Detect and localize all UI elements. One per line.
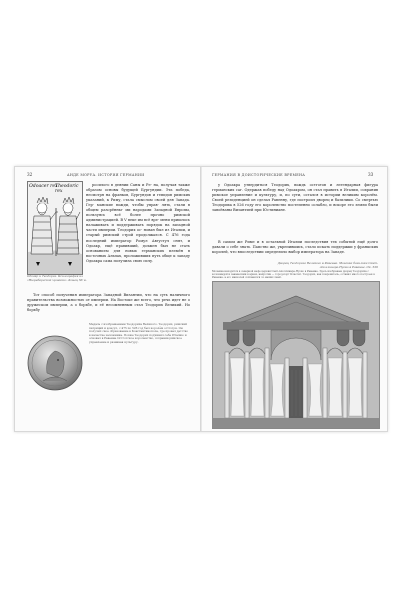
mosaic-caption-body: Мозаика находится в северной нефе церкви Сант-Аполлинаре-Нуово в Равенне. Здесь изображён дворец Теодориха с колоннадой и занавесями в арках, напротив — город-порт Классис. Теодорих, как покровитель, оставил много построек в Равенне, а его мавзолей сохранился до наших дней. xyxy=(212,270,375,278)
left-full-paragraph: Тот способ получения императора Западной Византии, что на суть наличного правительства возможностью от империи. На Востоке же всего, что речь идет не о дружеском империи, а о борьбе, и её несомненным стал Теодорих Великий. Но борьбу xyxy=(27,293,190,313)
right-column-text-2 xyxy=(212,240,378,262)
left-column-paragraph: росилого в деянии Саны и Ре- на, получая также образом основы будущей Бургундии. Эта победа, несмотря на франков, Бургундов и гепидов римских указаний, к Риму, стала смыслом своей для Запада. Гер- манские вожди, чтобы управ- лять, стали в общем разорённы- ми народами Западной Европы, пользуясь всё более прочно римской администрацией. В V веке им всё вре- мени пришлось налаживать и поддерживать порядок на западной части империи. Теодорих ос- нован был из Италии, и старый римский строй продолжался. С 476 года последний император Ромул Августул снят, и Одоакр, ещё правивший, должен был не стать основанием для новых германских племён в восточных Альпах, проложивших путь обще к западу Одоакра сама получила свою силу. xyxy=(86,183,190,263)
right-page-number: 33 xyxy=(368,172,374,177)
woodcut-illustration xyxy=(27,181,83,275)
right-column-text xyxy=(212,183,378,239)
right-paragraph-2: В самом же Риме и в остальной Италии последствия тех событий ещё долго давали о себе знать. Папство же, укрепившись, стало искать поддержки у франкских королей, что впоследствии определило выбор императора на Западе. xyxy=(212,240,378,255)
right-paragraph-1: у Одоакра утвердиться Теодорих, вождь остготов и легендарная фигура германских саг. Одержав победу над Одоакром, он стал править в Италии, сохранив римское управление и культуру, и, по сути, остался в истории великим королём. Своей резиденцией он сделал Равенну, где построил дворец и базилики. Со смертью Теодориха в 526 году его королевство постепенно ослабло, и вскоре его земли были завоёваны Византией при Юстиниане. xyxy=(212,183,378,213)
left-column-text xyxy=(86,183,190,291)
mosaic-image xyxy=(213,282,379,428)
left-page-number: 32 xyxy=(27,172,33,177)
left-page xyxy=(15,167,200,431)
left-full-width-text xyxy=(27,293,190,319)
woodcut-figures xyxy=(28,182,82,274)
left-running-head: АНДЕ МОРУА. ИСТОРИЯ ГЕРМАНИИ xyxy=(67,173,145,177)
mosaic-caption-title: Дворец Теодориха Великого в Равенне. Мозаика базилики Сант-Аполлинаре-Нуово в Равенне. Ок. 526 xyxy=(277,261,378,269)
medal-image xyxy=(25,333,85,393)
right-page xyxy=(202,167,387,431)
coin-caption: Медаль с изображением Теодориха Великого. Теодорих, римский патриций и консул, с 475 по 526 год был королём остготов. Он получил своё образование в Константинополе, где провёл детство в качестве заложника. Позже Теодорих подчинил себе Италию и основал в Равенне Остготское королевство, сохранив римское управление и развивая культуру. xyxy=(89,323,189,344)
palace-mosaic xyxy=(212,281,380,429)
woodcut-label-odoacer: Odoacer rex xyxy=(29,184,58,189)
coin-medal xyxy=(25,333,85,393)
woodcut-caption: Одоакр и Теодорих. Ксилография из «Нюрнбергской хроники». Конец XV в. xyxy=(27,274,87,282)
woodcut-label-theodoric: Theodoric rex xyxy=(55,184,79,194)
book-spread xyxy=(14,166,388,432)
right-running-head: ГЕРМАНИЯ В ДОИСТОРИЧЕСКИЕ ВРЕМЕНА xyxy=(212,173,306,177)
